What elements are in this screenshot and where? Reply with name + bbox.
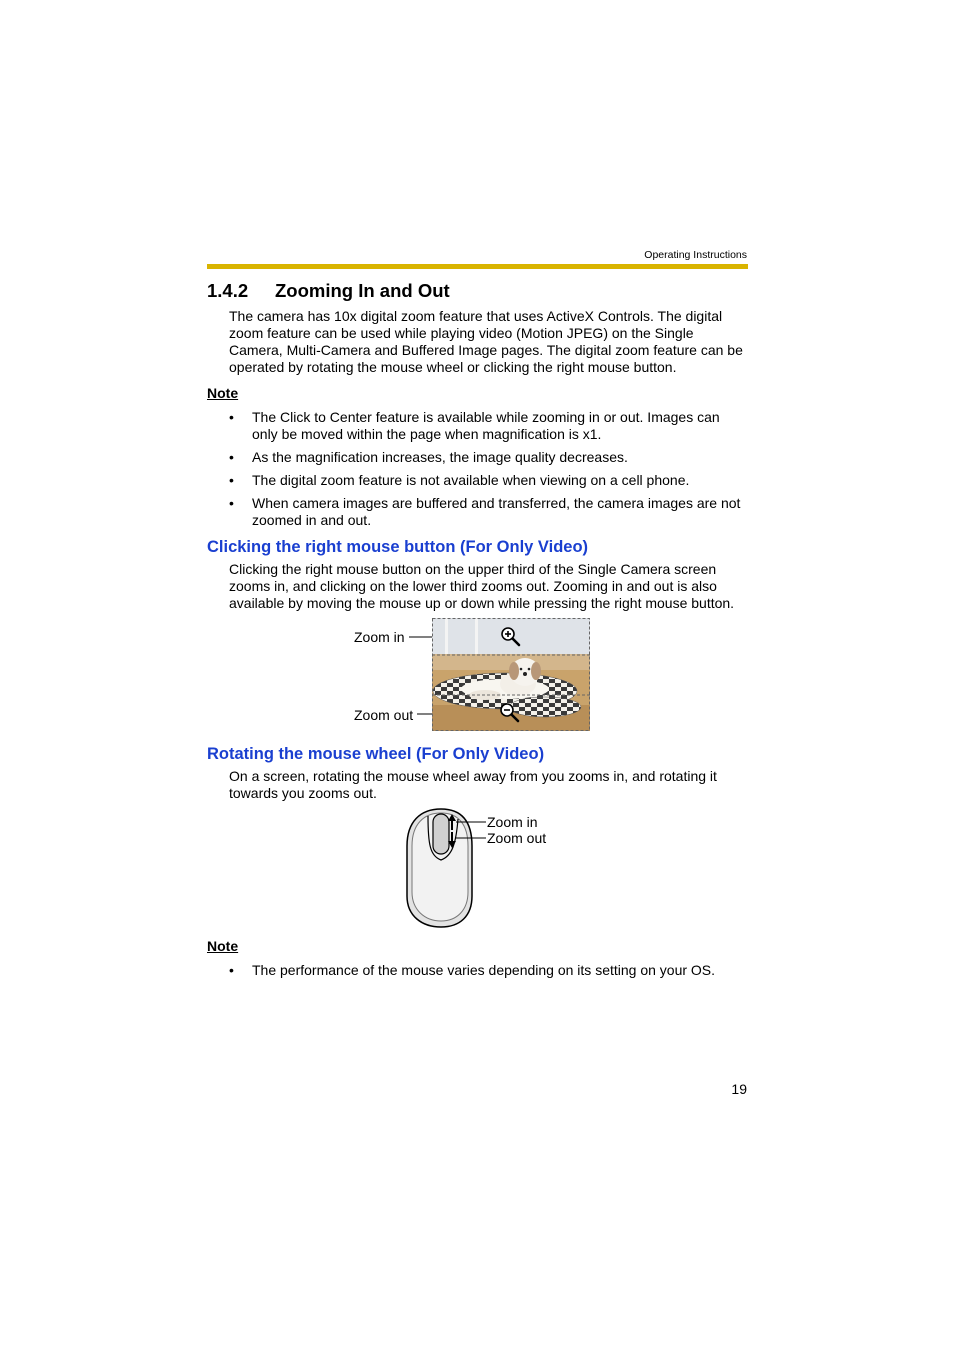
subheading-mouse-wheel: Rotating the mouse wheel (For Only Video)	[207, 745, 545, 763]
running-header: Operating Instructions	[644, 249, 747, 261]
note-item: • The Click to Center feature is available while zooming in or out. Images can only be moved within the page when magnification is x1.	[229, 409, 720, 442]
bullet-icon: •	[229, 472, 234, 488]
bullet-icon: •	[229, 962, 234, 978]
mouse-wheel-paragraph: On a screen, rotating the mouse wheel away from you zooms in, and rotating it towards you zooms out.	[229, 768, 717, 801]
note-item: • The digital zoom feature is not available when viewing on a cell phone.	[229, 472, 690, 488]
intro-paragraph: The camera has 10x digital zoom feature that uses ActiveX Controls. The digital zoom feature can be used while playing video (Motion JPEG) on the Single Camera, Multi-Camera and Buffered Image pages. The digital zoom feature can be operated by rotating the mouse wheel or clicking the right mouse button.	[229, 308, 743, 375]
bullet-icon: •	[229, 449, 234, 465]
note-item: • The performance of the mouse varies depending on its setting on your OS.	[229, 962, 716, 978]
wheel-zoom-in-label: Zoom in	[487, 814, 538, 830]
note-item: • When camera images are buffered and transferred, the camera images are not zoomed in and out.	[229, 495, 741, 528]
note-label: Note	[207, 938, 239, 954]
mouse-wheel	[433, 814, 449, 854]
note-label: Note	[207, 385, 239, 401]
zoom-out-label: Zoom out	[354, 707, 414, 723]
subheading-right-click: Clicking the right mouse button (For Only Video)	[207, 538, 589, 556]
section-heading	[207, 280, 450, 302]
zoom-in-label: Zoom in	[354, 629, 405, 645]
page-number: 19	[731, 1081, 747, 1097]
section-number: 1.4.2	[207, 280, 249, 301]
camera-screen-illustration	[405, 615, 595, 737]
note-item: • As the magnification increases, the image quality decreases.	[229, 449, 628, 465]
bullet-icon: •	[229, 495, 234, 511]
header-rule	[207, 264, 748, 269]
right-click-paragraph: Clicking the right mouse button on the upper third of the Single Camera screen zooms in, and clicking on the lower third zooms out. Zooming in and out is also available by moving the mouse up or down while pressing the right mouse button.	[229, 561, 735, 611]
section-title: Zooming In and Out	[275, 280, 450, 301]
bullet-icon: •	[229, 409, 234, 425]
mouse-illustration	[400, 804, 492, 934]
wheel-zoom-out-label: Zoom out	[487, 830, 547, 846]
